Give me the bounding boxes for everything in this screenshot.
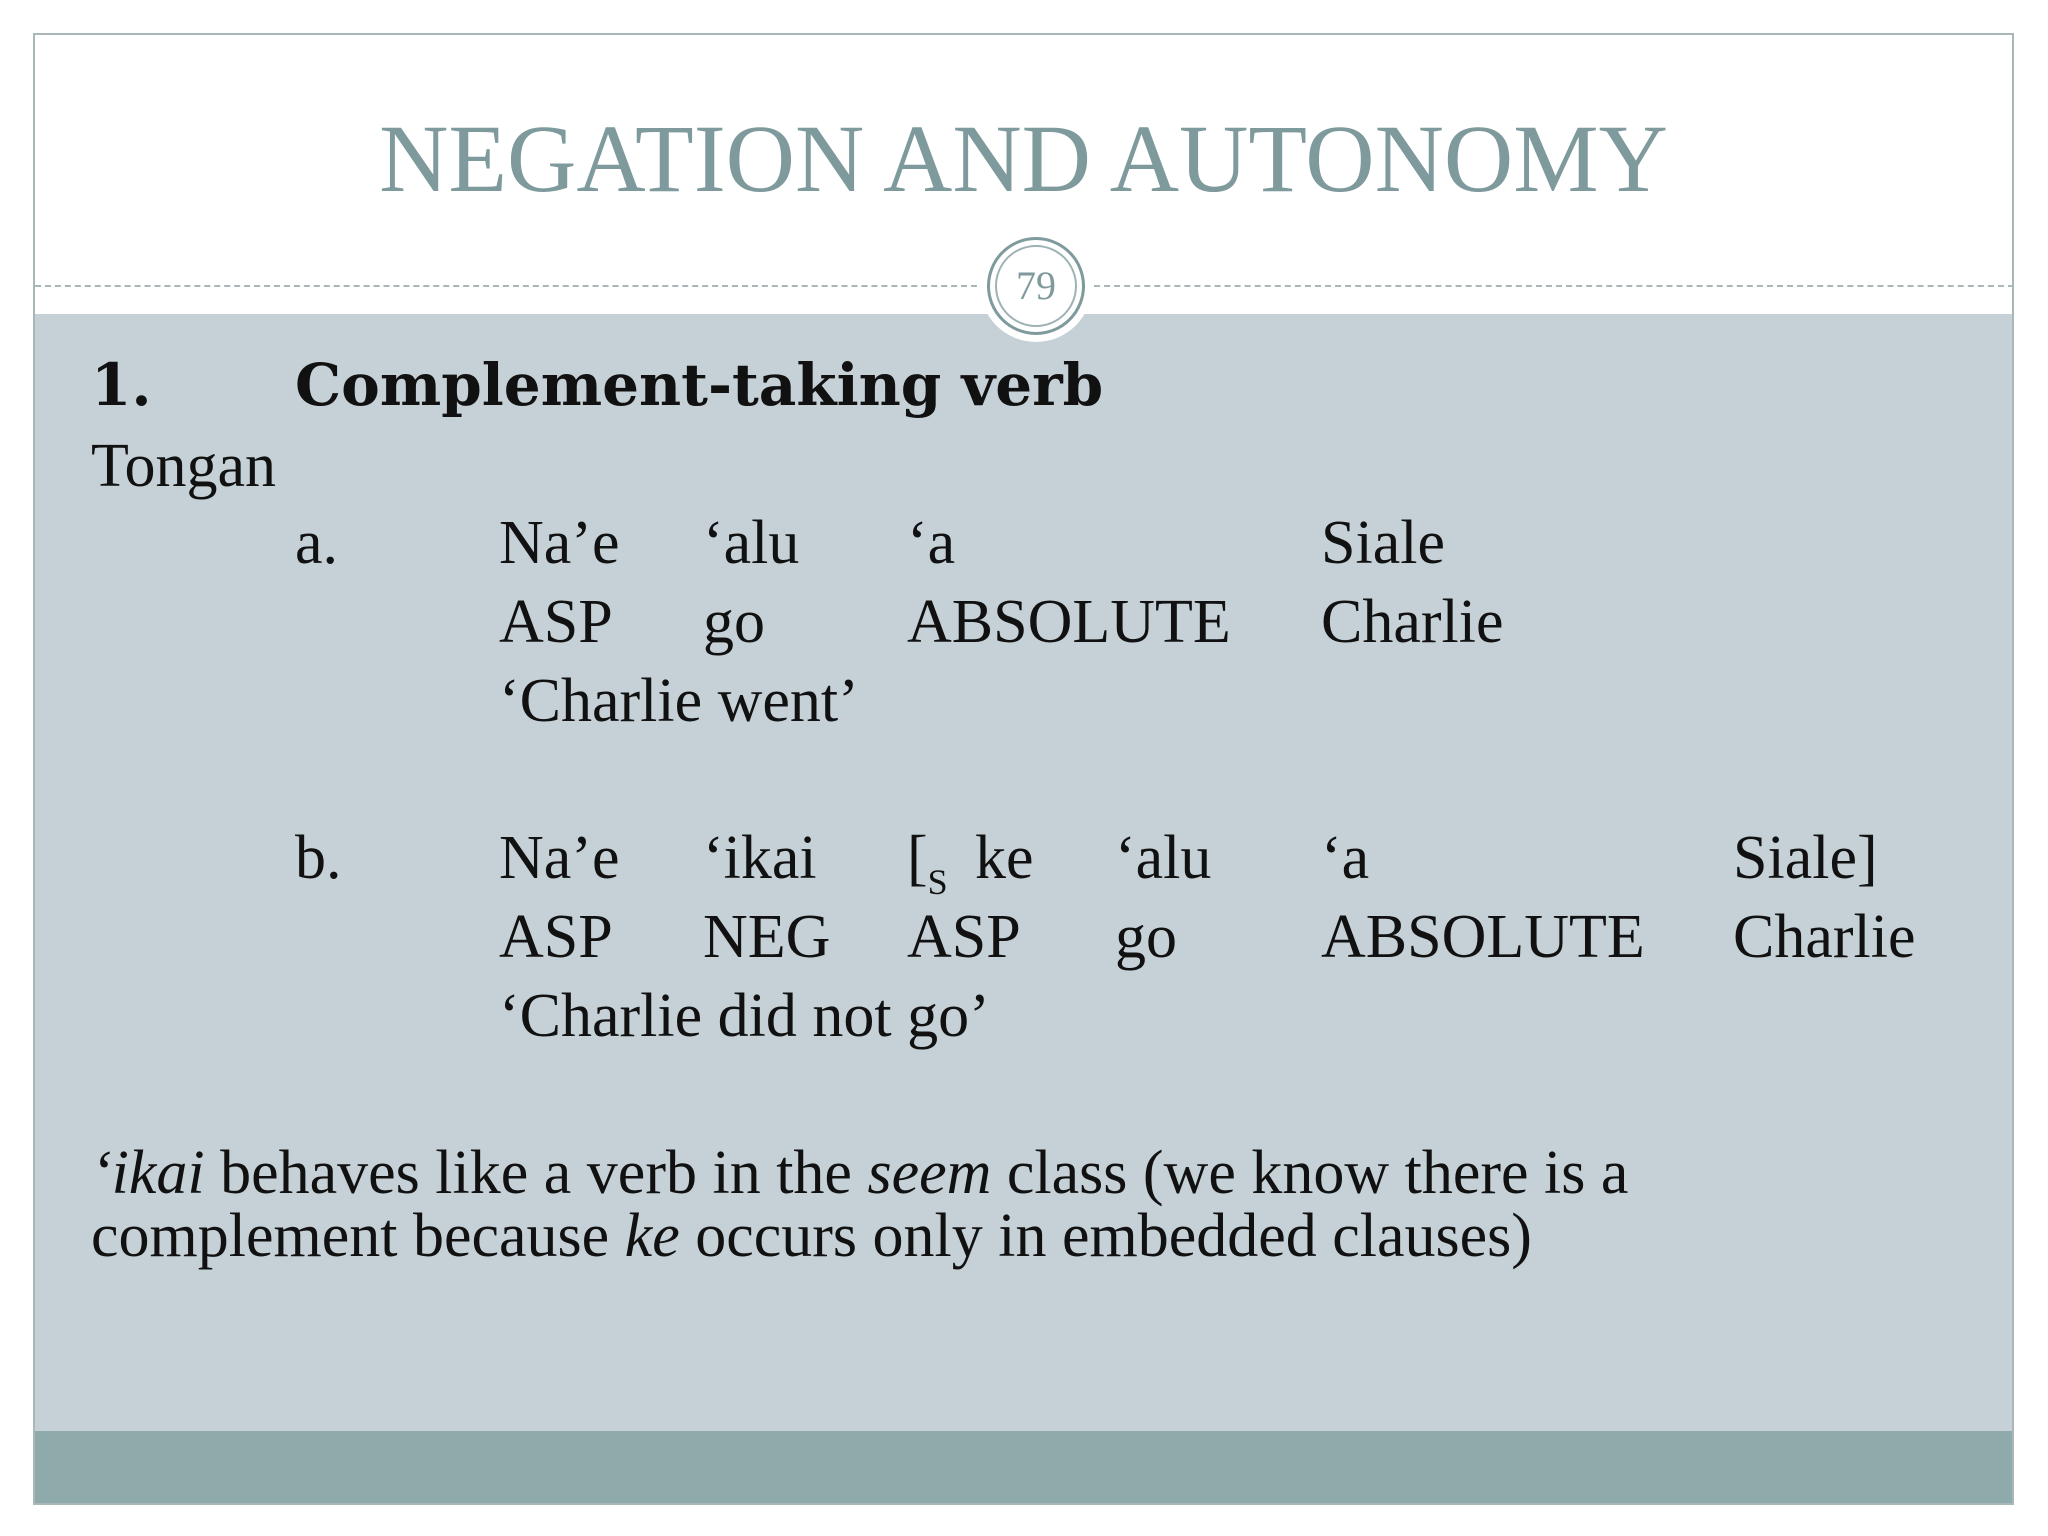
example-a-word: ‘a [907,509,956,577]
page-number: 79 [995,245,1077,327]
bracket-open: [ [907,824,928,892]
example-b-gloss: ASP [499,903,613,971]
example-b-gloss: ABSOLUTE [1321,903,1645,971]
example-a-word: ‘alu [703,509,800,577]
slide-title: NEGATION AND AUTONOMY [379,105,1668,212]
page-number-badge [980,230,1092,342]
note-ikai: ‘ikai [91,1139,205,1207]
language-label: Tongan [91,432,277,500]
note-line-1 [91,1139,1629,1207]
example-b-bracket [907,824,948,902]
example-b-word: ke [975,824,1034,892]
example-b-word: ‘alu [1115,824,1212,892]
example-a-gloss: ABSOLUTE [907,588,1231,656]
example-b-translation: ‘Charlie did not go’ [499,982,990,1050]
subscript-s: S [927,862,948,902]
heading-number: 1. [91,351,152,419]
note-text: occurs only in embedded clauses) [679,1202,1532,1270]
example-b-word: Siale] [1733,824,1878,892]
example-a-gloss: go [703,588,765,656]
example-b-word: ‘ikai [703,824,817,892]
example-a-label: a. [295,509,339,577]
example-b-gloss: ASP [907,903,1021,971]
example-a-word: Na’e [499,509,620,577]
note-text: class (we know there is a [991,1139,1629,1207]
note-line-2 [91,1202,1532,1270]
note-text: complement because [91,1202,625,1270]
note-seem: seem [867,1139,992,1207]
footer-bar [35,1431,2012,1505]
example-a-gloss: ASP [499,588,613,656]
example-a-gloss: Charlie [1321,588,1504,656]
title-divider-right [1094,285,2014,287]
example-a-translation: ‘Charlie went’ [499,667,859,735]
example-b-label: b. [295,824,342,892]
example-a-word: Siale [1321,509,1445,577]
example-b-gloss: go [1115,903,1177,971]
example-b-word: Na’e [499,824,620,892]
note-text: behaves like a verb in the [204,1139,868,1207]
example-b-gloss: NEG [703,903,831,971]
heading-text: Complement-taking verb [295,351,1104,419]
note-ke: ke [624,1202,680,1270]
example-b-gloss: Charlie [1733,903,1916,971]
slide [33,33,2014,1505]
example-b-word: ‘a [1321,824,1370,892]
title-divider-left [35,285,977,287]
